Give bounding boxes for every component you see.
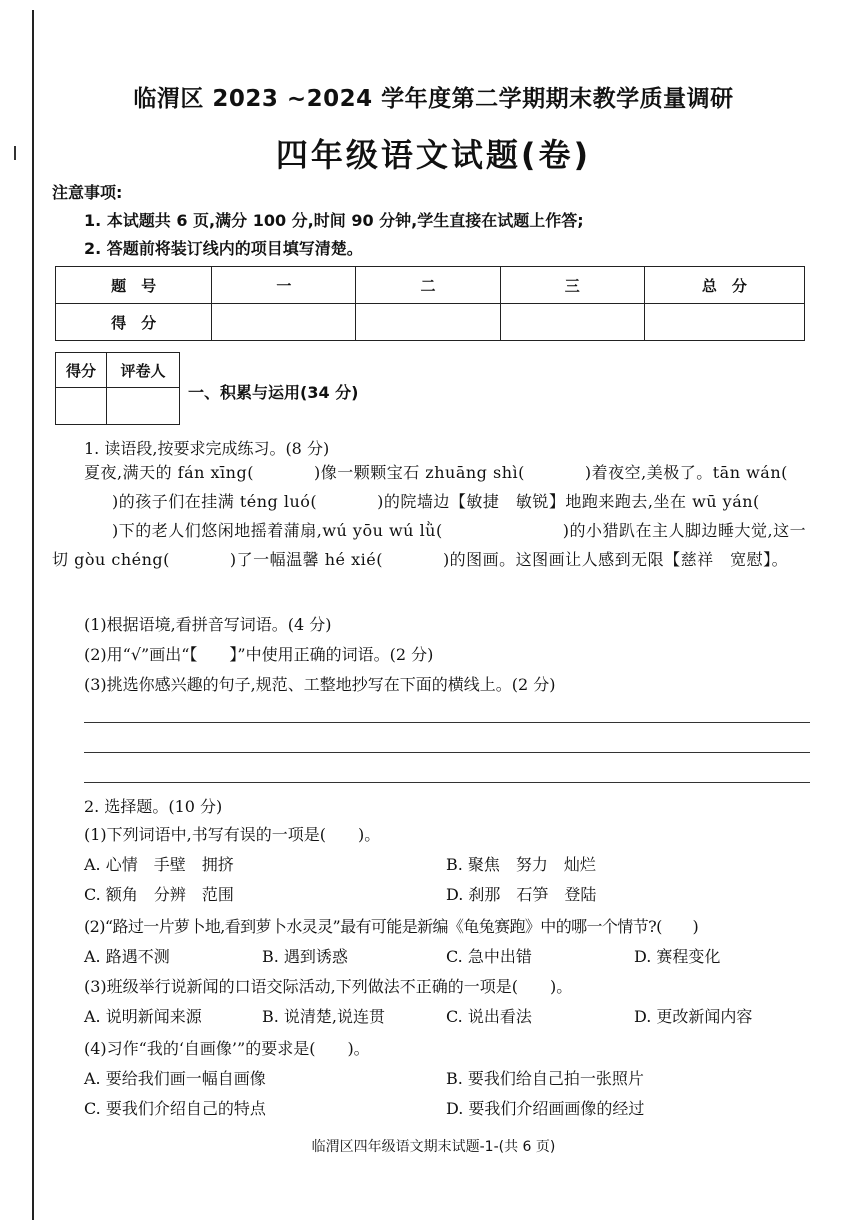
q2-1-stem: (1)下列词语中,书写有误的一项是( )。 <box>84 825 381 844</box>
q1-passage-seg-8: )了一幅温馨 hé xié( <box>229 550 383 569</box>
score-row-label: 得 分 <box>56 304 212 341</box>
score-table-header-cell: 总 分 <box>644 267 804 304</box>
score-table-header-cell: 一 <box>212 267 356 304</box>
q2-title: 2. 选择题。(10 分) <box>84 797 223 816</box>
exam-subtitle: 四年级语文试题(卷) <box>275 136 592 174</box>
score-table-header-cell: 二 <box>356 267 500 304</box>
q2-4-option-d[interactable]: D. 要我们介绍画画像的经过 <box>446 1099 645 1118</box>
q2-2-stem: (2)“路过一片萝卜地,看到萝卜水灵灵”最有可能是新编《龟兔赛跑》中的哪一个情节?( ) <box>84 917 699 936</box>
score-cell-2[interactable] <box>356 304 500 341</box>
q2-1-option-b[interactable]: B. 聚焦 努力 灿烂 <box>446 855 596 874</box>
q2-2-option-b[interactable]: B. 遇到诱惑 <box>262 947 348 966</box>
notice-item-1: 1. 本试题共 6 页,满分 100 分,时间 90 分钟,学生直接在试题上作答; <box>84 211 584 230</box>
score-table-header-cell: 题 号 <box>56 267 212 304</box>
grader-box <box>55 352 180 425</box>
q2-4-stem: (4)习作“我的‘自画像’”的要求是( )。 <box>84 1039 370 1058</box>
grader-name-label: 评卷人 <box>107 353 180 388</box>
grader-score-cell[interactable] <box>56 388 107 425</box>
grader-score-label: 得分 <box>56 353 107 388</box>
q2-1-option-d[interactable]: D. 刹那 石笋 登陆 <box>446 885 597 904</box>
q1-title: 1. 读语段,按要求完成练习。(8 分) <box>84 439 330 458</box>
q1-passage-seg-6: )下的老人们悠闲地摇着蒲扇,wú yōu wú lǜ( <box>112 521 443 540</box>
q2-4-option-c[interactable]: C. 要我们介绍自己的特点 <box>84 1099 266 1118</box>
q2-1-option-a[interactable]: A. 心情 手壁 拥挤 <box>84 855 234 874</box>
writing-line[interactable] <box>84 722 810 723</box>
q2-3-option-c[interactable]: C. 说出看法 <box>446 1007 532 1026</box>
q1-sub-3: (3)挑选你感兴趣的句子,规范、工整地抄写在下面的横线上。(2 分) <box>84 675 556 694</box>
q1-passage-seg-2: )像一颗颗宝石 zhuāng shì( <box>313 463 525 482</box>
q1-passage-seg-1: 夏夜,满天的 fán xīng( <box>84 463 254 482</box>
q1-passage-seg-9: )的图画。这图画让人感到无限【慈祥 宽慰】。 <box>442 550 789 569</box>
q1-sub-1: (1)根据语境,看拼音写词语。(4 分) <box>84 615 332 634</box>
score-cell-total[interactable] <box>644 304 804 341</box>
q1-sub-2: (2)用“√”画出“【 】”中使用正确的词语。(2 分) <box>84 645 434 664</box>
q2-3-stem: (3)班级举行说新闻的口语交际活动,下列做法不正确的一项是( )。 <box>84 977 573 996</box>
score-table-header-cell: 三 <box>500 267 644 304</box>
q2-3-option-b[interactable]: B. 说清楚,说连贯 <box>262 1007 386 1026</box>
q2-4-option-a[interactable]: A. 要给我们画一幅自画像 <box>84 1069 266 1088</box>
q2-2-option-d[interactable]: D. 赛程变化 <box>634 947 721 966</box>
writing-line[interactable] <box>84 782 810 783</box>
notice-heading: 注意事项: <box>52 183 123 202</box>
score-cell-3[interactable] <box>500 304 644 341</box>
score-table-score-row <box>56 304 805 341</box>
grader-name-cell[interactable] <box>107 388 180 425</box>
q1-passage-seg-3: )着夜空,美极了。tān wán( <box>584 463 788 482</box>
section-1-title: 一、积累与运用(34 分) <box>188 383 359 402</box>
q2-1-option-c[interactable]: C. 额角 分辨 范围 <box>84 885 234 904</box>
q2-4-option-b[interactable]: B. 要我们给自己拍一张照片 <box>446 1069 644 1088</box>
notice-item-2: 2. 答题前将装订线内的项目填写清楚。 <box>84 239 363 258</box>
score-table <box>55 266 805 341</box>
q2-2-option-a[interactable]: A. 路遇不测 <box>84 947 170 966</box>
q2-3-option-a[interactable]: A. 说明新闻来源 <box>84 1007 202 1026</box>
q1-passage-seg-5: )的院墙边【敏捷 敏锐】地跑来跑去,坐在 wū yán( <box>377 492 760 511</box>
writing-line[interactable] <box>84 752 810 753</box>
q2-3-option-d[interactable]: D. 更改新闻内容 <box>634 1007 753 1026</box>
q1-passage-seg-4: )的孩子们在挂满 téng luó( <box>112 492 318 511</box>
q1-passage <box>52 458 812 574</box>
score-cell-1[interactable] <box>212 304 356 341</box>
page-footer: 临渭区四年级语文期末试题-1-(共 6 页) <box>311 1139 556 1155</box>
binding-margin-line <box>32 10 34 1220</box>
q2-2-option-c[interactable]: C. 急中出错 <box>446 947 532 966</box>
score-table-header-row <box>56 267 805 304</box>
exam-title: 临渭区 2023 ~2024 学年度第二学期期末教学质量调研 <box>133 86 734 112</box>
q1-passage-seg-7: )的小猎趴在主人脚边睡大觉,这一切 gòu chéng( <box>52 521 807 569</box>
